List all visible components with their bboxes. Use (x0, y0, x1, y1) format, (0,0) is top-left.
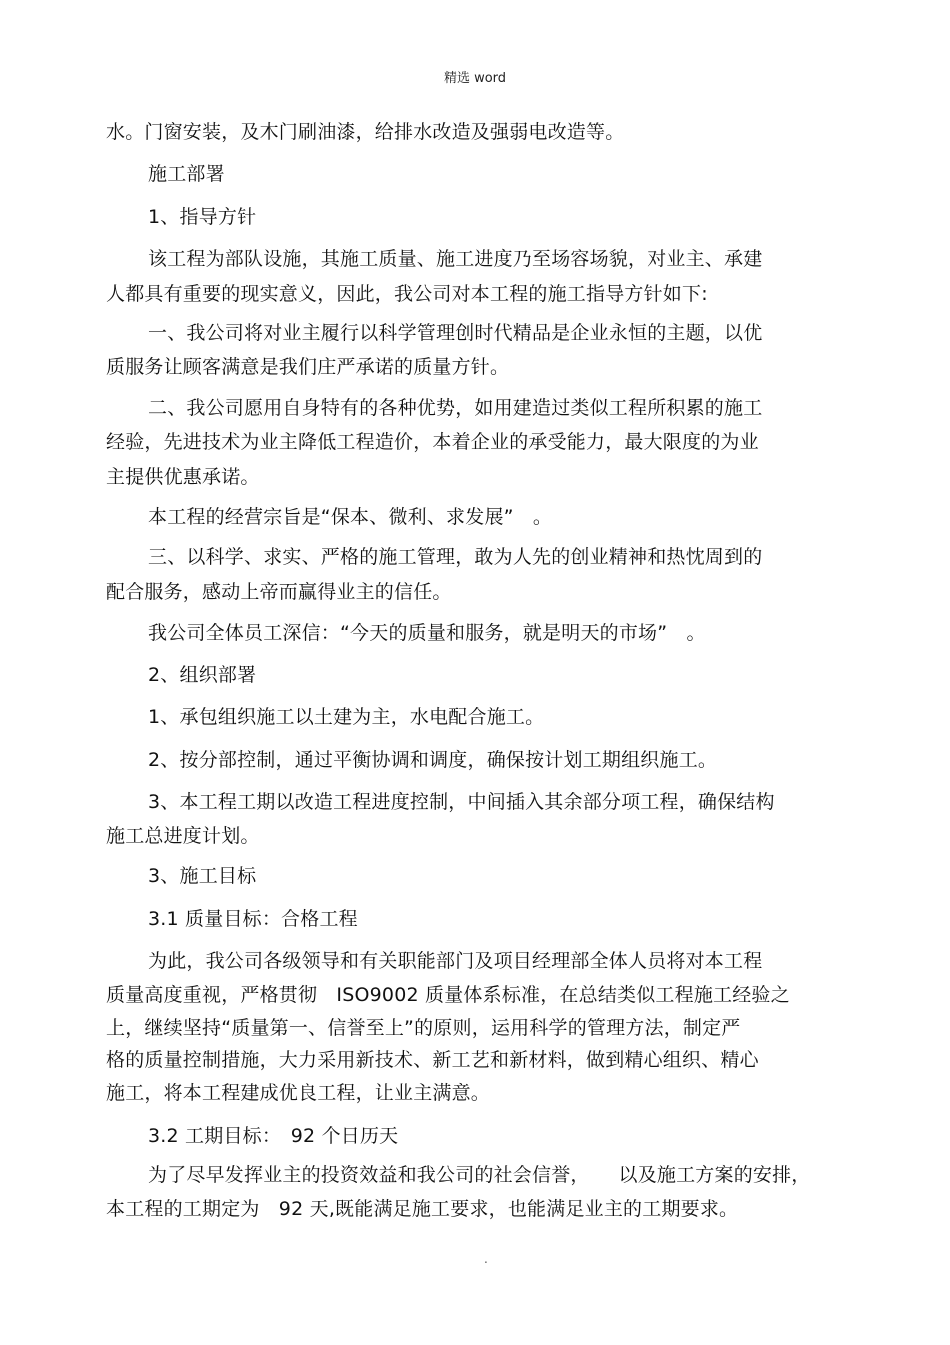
list-item: 3、本工程工期以改造工程进度控制，中间插入其余部分项工程，确保结构 (148, 791, 775, 813)
paragraph-line: 水。门窗安装，及木门刷油漆，给排水改造及强弱电改造等。 (106, 121, 625, 143)
paragraph-line: 本工程的工期定为 92 天,既能满足施工要求，也能满足业主的工期要求。 (106, 1198, 739, 1220)
list-item: 2、按分部控制，通过平衡协调和调度，确保按计划工期组织施工。 (148, 749, 718, 771)
paragraph-line: 三、以科学、求实、严格的施工管理，敢为人先的创业精神和热忱周到的 (148, 546, 763, 568)
paragraph-line: 质量高度重视，严格贯彻 ISO9002 质量体系标准，在总结类似工程施工经验之 (106, 984, 790, 1006)
paragraph-line: 为了尽早发挥业主的投资效益和我公司的社会信誉， 以及施工方案的安排， (148, 1164, 811, 1186)
paragraph-line: 上，继续坚持“质量第一、信誉至上”的原则，运用科学的管理方法，制定严 (106, 1017, 741, 1039)
paragraph-line: 一、我公司将对业主履行以科学管理创时代精品是企业永恒的主题，以优 (148, 322, 763, 344)
paragraph-line: 本工程的经营宗旨是“保本、微利、求发展” 。 (148, 506, 553, 528)
paragraph-line: 为此，我公司各级领导和有关职能部门及项目经理部全体人员将对本工程 (148, 950, 763, 972)
list-item: 1、承包组织施工以土建为主，水电配合施工。 (148, 706, 545, 728)
paragraph-line: 质服务让顾客满意是我们庄严承诺的质量方针。 (106, 356, 510, 378)
paragraph-line: 我公司全体员工深信：“今天的质量和服务，就是明天的市场” 。 (148, 622, 706, 644)
section-heading: 3.2 工期目标： 92 个日历天 (148, 1125, 399, 1147)
paragraph-line: 格的质量控制措施，大力采用新技术、新工艺和新材料，做到精心组织、精心 (106, 1049, 759, 1071)
paragraph-line: 施工，将本工程建成优良工程，让业主满意。 (106, 1082, 491, 1104)
paragraph-line: 人都具有重要的现实意义，因此，我公司对本工程的施工指导方针如下: (106, 283, 708, 305)
section-heading: 3.1 质量目标：合格工程 (148, 908, 358, 930)
paragraph-line: 配合服务，感动上帝而赢得业主的信任。 (106, 581, 452, 603)
page-header: 精选 word (443, 71, 507, 86)
section-heading: 1、指导方针 (148, 206, 257, 228)
section-heading: 2、组织部署 (148, 664, 257, 686)
section-heading: 施工部署 (148, 163, 225, 185)
paragraph-line: 该工程为部队设施，其施工质量、施工进度乃至场容场貌，对业主、承建 (148, 248, 763, 270)
paragraph-line: 主提供优惠承诺。 (106, 466, 260, 488)
page-footer-mark: . (484, 1252, 488, 1266)
paragraph-line: 经验，先进技术为业主降低工程造价，本着企业的承受能力，最大限度的为业 (106, 431, 759, 453)
paragraph-line: 二、我公司愿用自身特有的各种优势，如用建造过类似工程所积累的施工 (148, 397, 763, 419)
list-item: 施工总进度计划。 (106, 825, 260, 847)
section-heading: 3、施工目标 (148, 865, 257, 887)
